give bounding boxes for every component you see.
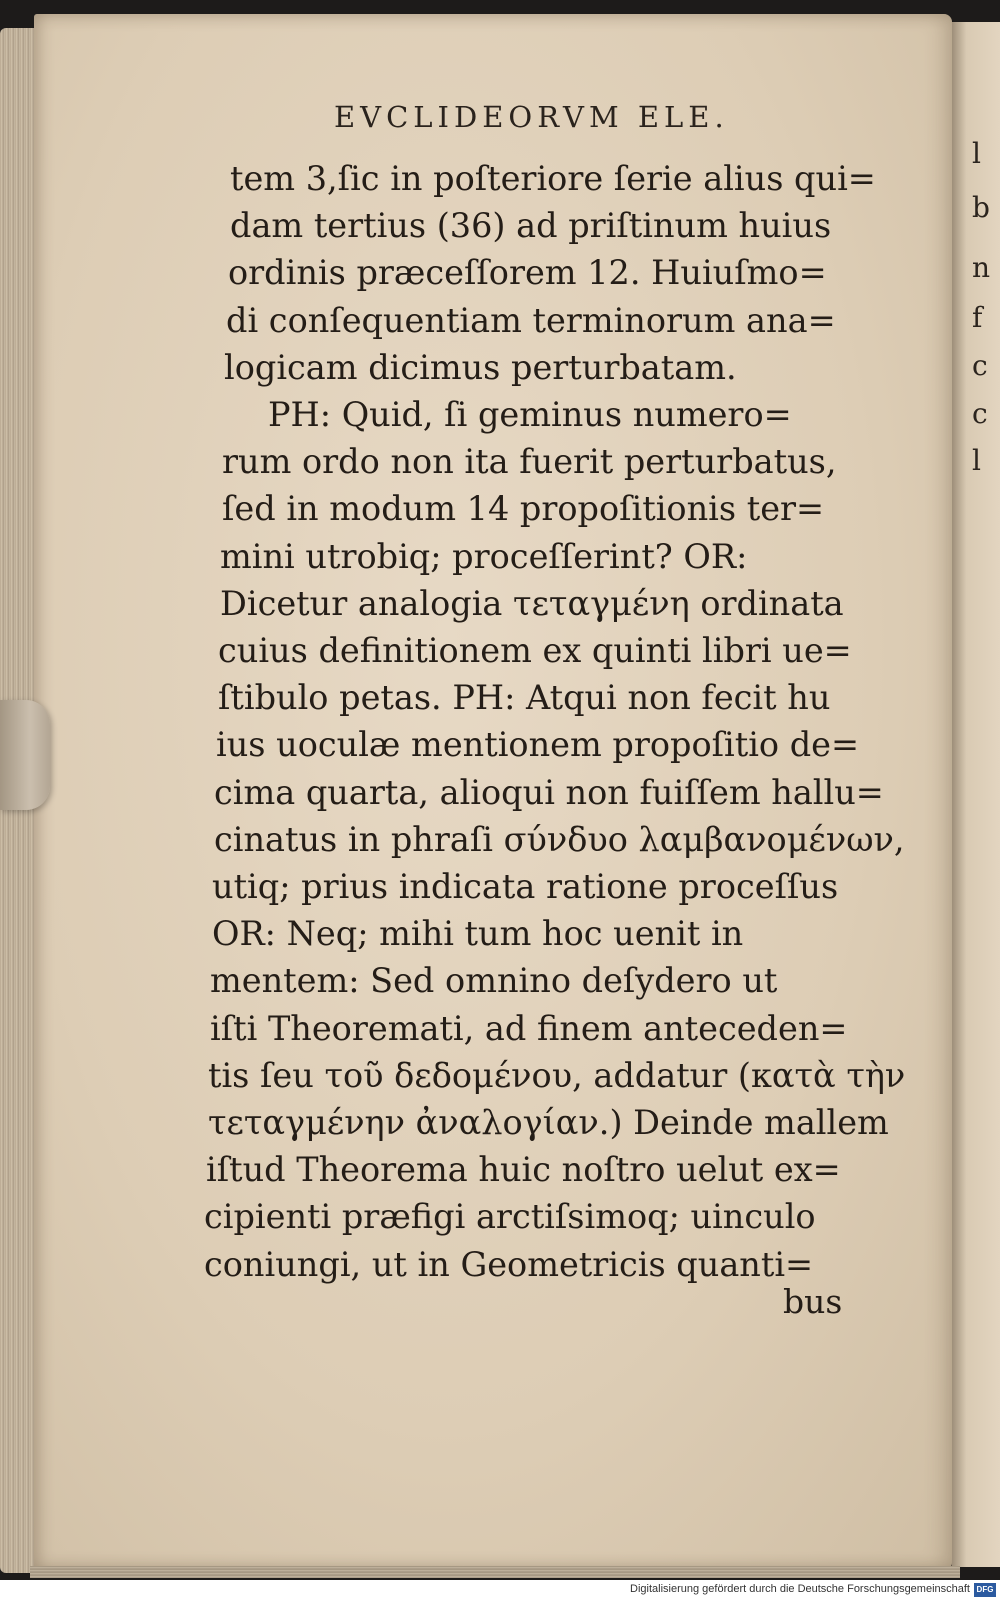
text-line: cinatus in phraſi σύνδυο λαμβανομένων, bbox=[214, 819, 905, 859]
facing-page-edge bbox=[952, 22, 1000, 1567]
text-line: tem 3,ſic in poſteriore ſerie alius qui= bbox=[230, 159, 876, 198]
facing-page-fragment: b bbox=[972, 191, 990, 224]
facing-page-fragment: n bbox=[972, 251, 991, 284]
text-line: mini utrobiq; proceſſerint? OR: bbox=[220, 536, 748, 576]
digitization-credit: Digitalisierung gefördert durch die Deutsche Forschungsgemeinschaft bbox=[630, 1583, 970, 1595]
text-line: dam tertius (36) ad priſtinum huius bbox=[230, 206, 832, 246]
page-tab bbox=[0, 700, 50, 810]
text-line: OR: Neq; mihi tum hoc uenit in bbox=[212, 914, 744, 954]
facing-page-fragment: l bbox=[972, 444, 981, 477]
text-line: cipienti præfigi arctiſsimoq; uinculo bbox=[204, 1197, 816, 1237]
text-line: ſed in modum 14 propoſitionis ter= bbox=[222, 489, 825, 529]
text-line: PH: Quid, ſi geminus numero= bbox=[268, 395, 792, 435]
page-stack-bottom bbox=[30, 1566, 960, 1578]
text-line: coniungi, ut in Geometricis quanti= bbox=[204, 1244, 814, 1284]
dfg-logo[interactable]: DFG bbox=[974, 1583, 996, 1597]
text-line: cima quarta, alioqui non fuiſſem hallu= bbox=[214, 772, 884, 812]
facing-page-fragment: l bbox=[972, 137, 981, 170]
body-text bbox=[200, 155, 906, 1288]
text-line: rum ordo non ita fuerit perturbatus, bbox=[222, 442, 837, 482]
text-line: τεταγμένην ἀναλογίαν.) Deinde mallem bbox=[208, 1103, 889, 1143]
text-line: iſtud Theorema huic noſtro uelut ex= bbox=[206, 1150, 841, 1190]
running-title: EVCLIDEORVM ELE. bbox=[334, 100, 729, 134]
catchword: bus bbox=[783, 1282, 843, 1321]
text-line: ordinis præceſſorem 12. Huiuſmo= bbox=[228, 253, 827, 293]
text-line: logicam dicimus perturbatam. bbox=[224, 347, 737, 387]
text-line: ſtibulo petas. PH: Atqui non fecit hu bbox=[218, 678, 831, 718]
facing-page-fragment: c bbox=[972, 397, 988, 430]
text-line: tis ſeu τοῦ δεδομένου, addatur (κατὰ τὴν bbox=[208, 1055, 906, 1095]
text-line: cuius definitionem ex quinti libri ue= bbox=[218, 631, 852, 671]
text-line: utiq; prius indicata ratione proceſſus bbox=[212, 867, 839, 907]
text-line: ius uoculæ mentionem propoſitio de= bbox=[216, 725, 860, 765]
facing-page-fragment: c bbox=[972, 349, 988, 382]
text-line: mentem: Sed omnino deſydero ut bbox=[210, 961, 778, 1001]
text-line: di conſequentiam terminorum ana= bbox=[226, 300, 836, 340]
text-line: iſti Theoremati, ad finem anteceden= bbox=[210, 1008, 848, 1048]
text-line: Dicetur analogia τεταγμένη ordinata bbox=[220, 583, 844, 623]
facing-page-fragment: f bbox=[972, 301, 983, 334]
